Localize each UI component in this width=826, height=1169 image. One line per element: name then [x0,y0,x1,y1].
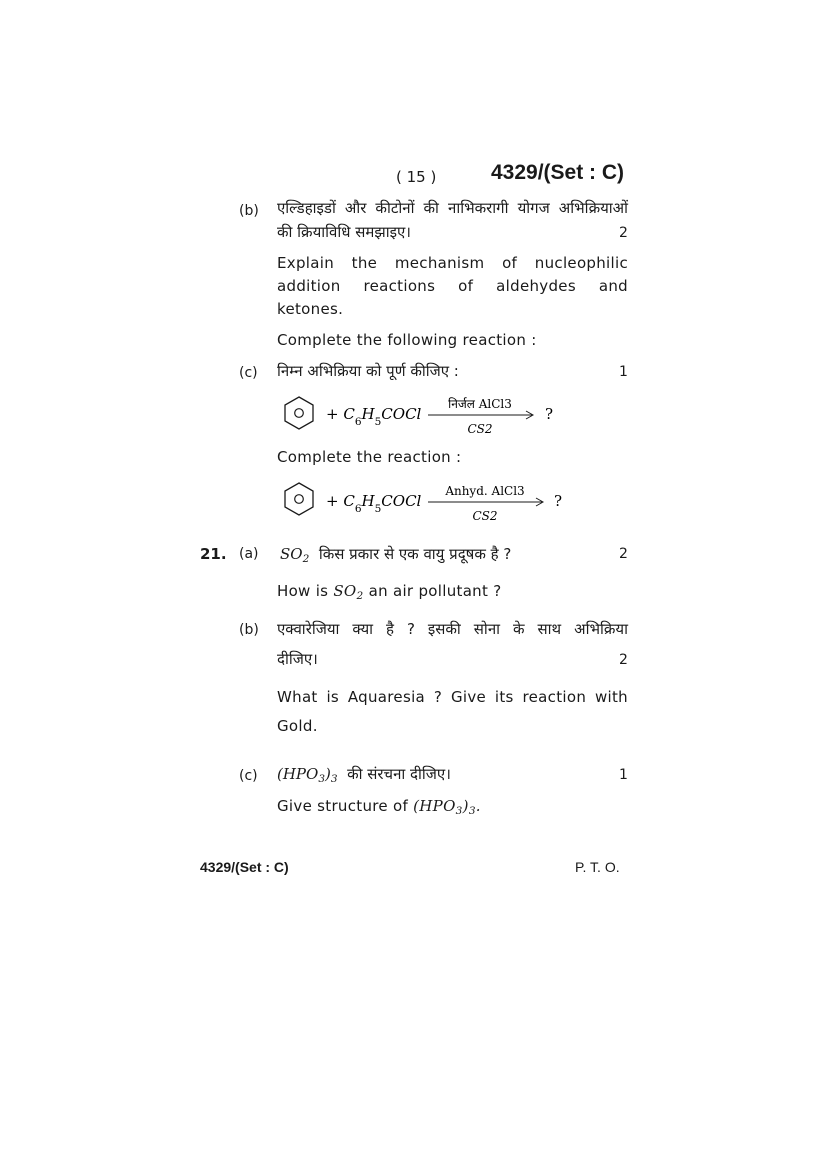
q20c-label: (c) [239,365,258,381]
q20b-english-line2: addition reactions of aldehydes and [277,277,628,295]
q21b-label: (b) [239,622,259,638]
q21c-label: (c) [239,768,258,784]
q21b-marks: 2 [619,652,628,668]
q20b-marks: 2 [619,225,628,241]
q21c-hindi: की संरचना दीजिए। [347,765,451,783]
reaction-hindi-reagent: + $C_6H_5COCl$ [326,405,422,428]
q21c-english-line [277,797,481,817]
benzene-circle-icon [295,495,304,504]
benzene-circle-icon [295,409,304,418]
q21-number: 21. [200,545,227,563]
benzene-ring-icon [285,397,313,429]
q21a-formula: $SO_2$ [280,545,310,565]
reaction-hindi-solvent: CS2 [467,422,493,436]
q21c-marks: 1 [619,767,628,783]
q21a-english-suffix: an air pollutant ? [368,582,502,600]
q20b-hindi-line1: एल्डिहाइडों और कीटोनों की नाभिकरागी योगज अभिक्रियाओं [277,199,628,217]
q21b-english-line2: Gold. [277,717,318,735]
q21a-english-formula: $SO_2$ [333,582,364,602]
q20b-english-line1: Explain the mechanism of nucleophilic [277,254,628,272]
q20b-english-line3: ketones. [277,300,344,318]
reaction-hindi-product: ? [545,405,554,423]
q21b-hindi-line1: एक्वारेजिया क्या है ? इसकी सोना के साथ अभिक्रिया [277,620,628,638]
q20b-label: (b) [239,203,259,219]
footer-paper-code: 4329/(Set : C) [200,859,289,875]
reaction-english-product: ? [554,492,563,510]
q20c-hindi: निम्न अभिक्रिया को पूर्ण कीजिए : [277,362,459,380]
q21a-hindi: किस प्रकार से एक वायु प्रदूषक है ? [318,545,512,563]
q21b-english-line1: What is Aquaresia ? Give its reaction with [277,688,628,706]
reaction-english-catalyst: Anhyd. AlCl3 [445,484,525,498]
q20b-note: Complete the following reaction : [277,331,537,349]
reaction-hindi [280,388,580,444]
q21a-marks: 2 [619,546,628,562]
paper-code: 4329/(Set : C) [491,161,625,184]
q21a-label: (a) [239,546,259,562]
q20c-marks: 1 [619,364,628,380]
q21a-english-prefix: How is [277,582,329,600]
benzene-ring-icon [285,483,313,515]
q21a-hindi-line [280,544,511,565]
q21c-english-prefix: Give structure of [277,797,409,815]
q21c-english-formula: $(HPO_3)_3$. [413,797,481,817]
footer-pto: P. T. O. [575,859,620,875]
q21c-formula: $(HPO_3)_3$ [277,765,338,785]
q20b-hindi-line2: की क्रियाविधि समझाइए। [277,223,411,241]
q20c-english: Complete the reaction : [277,448,462,466]
reaction-english-solvent: CS2 [472,509,498,523]
reaction-english-reagent: + $C_6H_5COCl$ [326,492,422,515]
page-number: ( 15 ) [396,168,437,186]
q21b-hindi-line2: दीजिए। [277,650,318,668]
q21a-english-line [277,582,502,602]
reaction-english [280,476,580,532]
q21c-hindi-line [277,764,451,785]
reaction-hindi-catalyst: निर्जल AlCl3 [448,397,512,411]
